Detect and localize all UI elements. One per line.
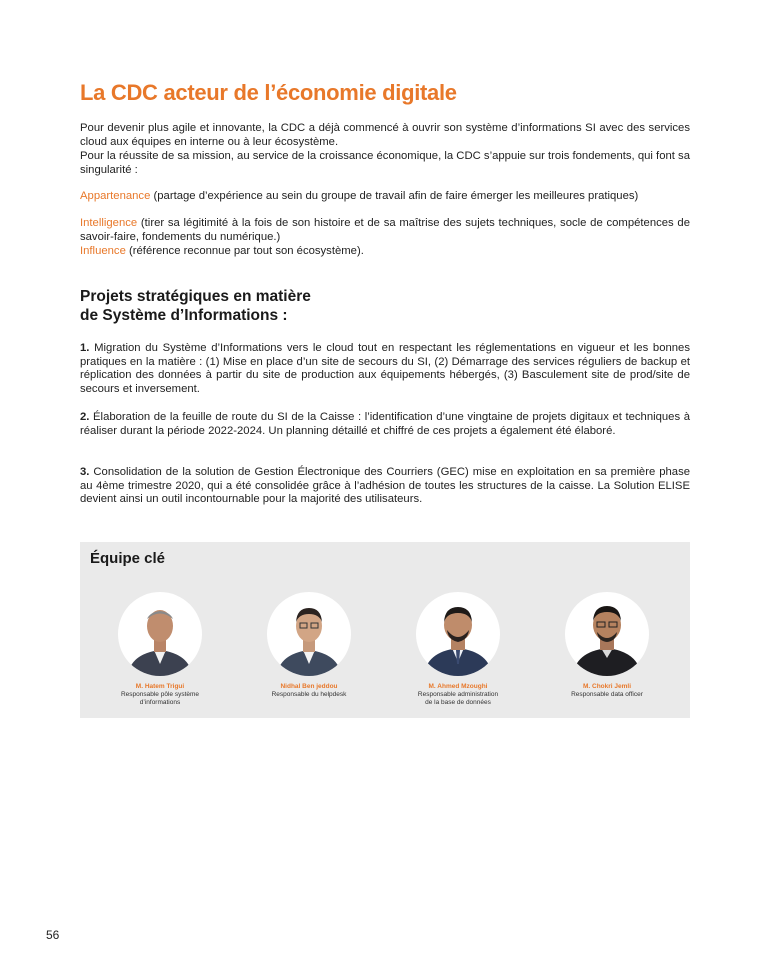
member-role: Responsable du helpdesk [271, 691, 347, 698]
pillar-term: Appartenance [80, 190, 151, 202]
pillar-influence [80, 245, 690, 259]
project-item-1 [80, 342, 690, 396]
project-text: Migration du Système d’Informations vers le cloud tout en respectant les réglementations en vigueur et les bonnes pratiques en la matière : (1) Mise en place d’un site de secours du SI, (2) Démarrage des services réguliers de backup et réplication des données à partir du site de production aux équipements hébergés, (3) Basculement site de prod/site de secours et inversement. [80, 342, 690, 395]
key-team-panel [80, 542, 690, 718]
member-role: Responsable data officer [571, 691, 643, 698]
member-name: M. Hatem Trigui [135, 683, 185, 690]
page-number: 56 [46, 928, 60, 942]
avatar [118, 592, 202, 676]
projects-heading [80, 287, 480, 325]
member-role: de la base de données [425, 698, 491, 706]
pillar-appartenance [80, 190, 690, 204]
intro-paragraph-2: Pour la réussite de sa mission, au service de la croissance économique, la CDC s’appuie sur trois fondements, qui font sa singularité : [80, 150, 690, 176]
project-item-2 [80, 411, 690, 438]
project-number: 3. [80, 466, 90, 478]
project-text: Consolidation de la solution de Gestion Électronique des Courriers (GEC) mise en exploitation en sa première phase au 4ème trimestre 2020, qui a été consolidée grâce à l’adhésion de toutes les structures de la caisse. La Solution ELISE devient ainsi un outil incontournable pour la majorité des utilisateurs. [80, 466, 690, 506]
member-role: Responsable administration [417, 691, 499, 698]
team-member-card [100, 592, 220, 706]
person-silhouette-icon [267, 592, 351, 676]
pillar-intelligence [80, 217, 690, 244]
pillar-text: (référence reconnue par tout son écosystème). [125, 245, 364, 257]
team-member-card [249, 592, 369, 699]
projects-heading-line2: de Système d’Informations : [80, 307, 288, 324]
member-role: d’informations [139, 698, 181, 706]
member-name: Nidhal Ben jeddou [280, 683, 338, 690]
pillar-term: Influence [80, 245, 126, 257]
avatar [267, 592, 351, 676]
person-silhouette-icon [118, 592, 202, 676]
team-member-card [547, 592, 667, 699]
person-silhouette-icon [416, 592, 500, 676]
intro-paragraph-1: Pour devenir plus agile et innovante, la CDC a déjà commencé à ouvrir son système d’informations SI avec des services cloud aux équipes en interne ou à leur écosystème. [80, 122, 690, 148]
project-number: 2. [80, 411, 90, 423]
project-item-3 [80, 466, 690, 507]
projects-heading-line1: Projets stratégiques en matière [80, 288, 311, 305]
person-silhouette-icon [565, 592, 649, 676]
avatar [565, 592, 649, 676]
member-name: M. Ahmed Mzoughi [428, 683, 488, 690]
page-title: La CDC acteur de l’économie digitale [80, 80, 457, 105]
member-name: M. Chokri Jemli [582, 683, 632, 690]
pillar-text: (tirer sa légitimité à la fois de son histoire et de sa maîtrise des sujets techniques, socle de compétences de savoir-faire, fondements du numérique.) [80, 217, 690, 243]
team-member-card [398, 592, 518, 706]
avatar [416, 592, 500, 676]
project-number: 1. [80, 342, 90, 354]
pillar-text: (partage d’expérience au sein du groupe de travail afin de faire émerger les meilleures pratiques) [150, 190, 639, 202]
member-role: Responsable pôle système [120, 691, 200, 698]
project-text: Élaboration de la feuille de route du SI de la Caisse : l’identification d’une vingtaine de projets digitaux et techniques à réaliser durant la période 2022-2024. Un planning détaillé et chiffré de ces projets a également été élaboré. [80, 411, 690, 437]
pillar-term: Intelligence [80, 217, 138, 229]
team-title: Équipe clé [90, 550, 166, 567]
